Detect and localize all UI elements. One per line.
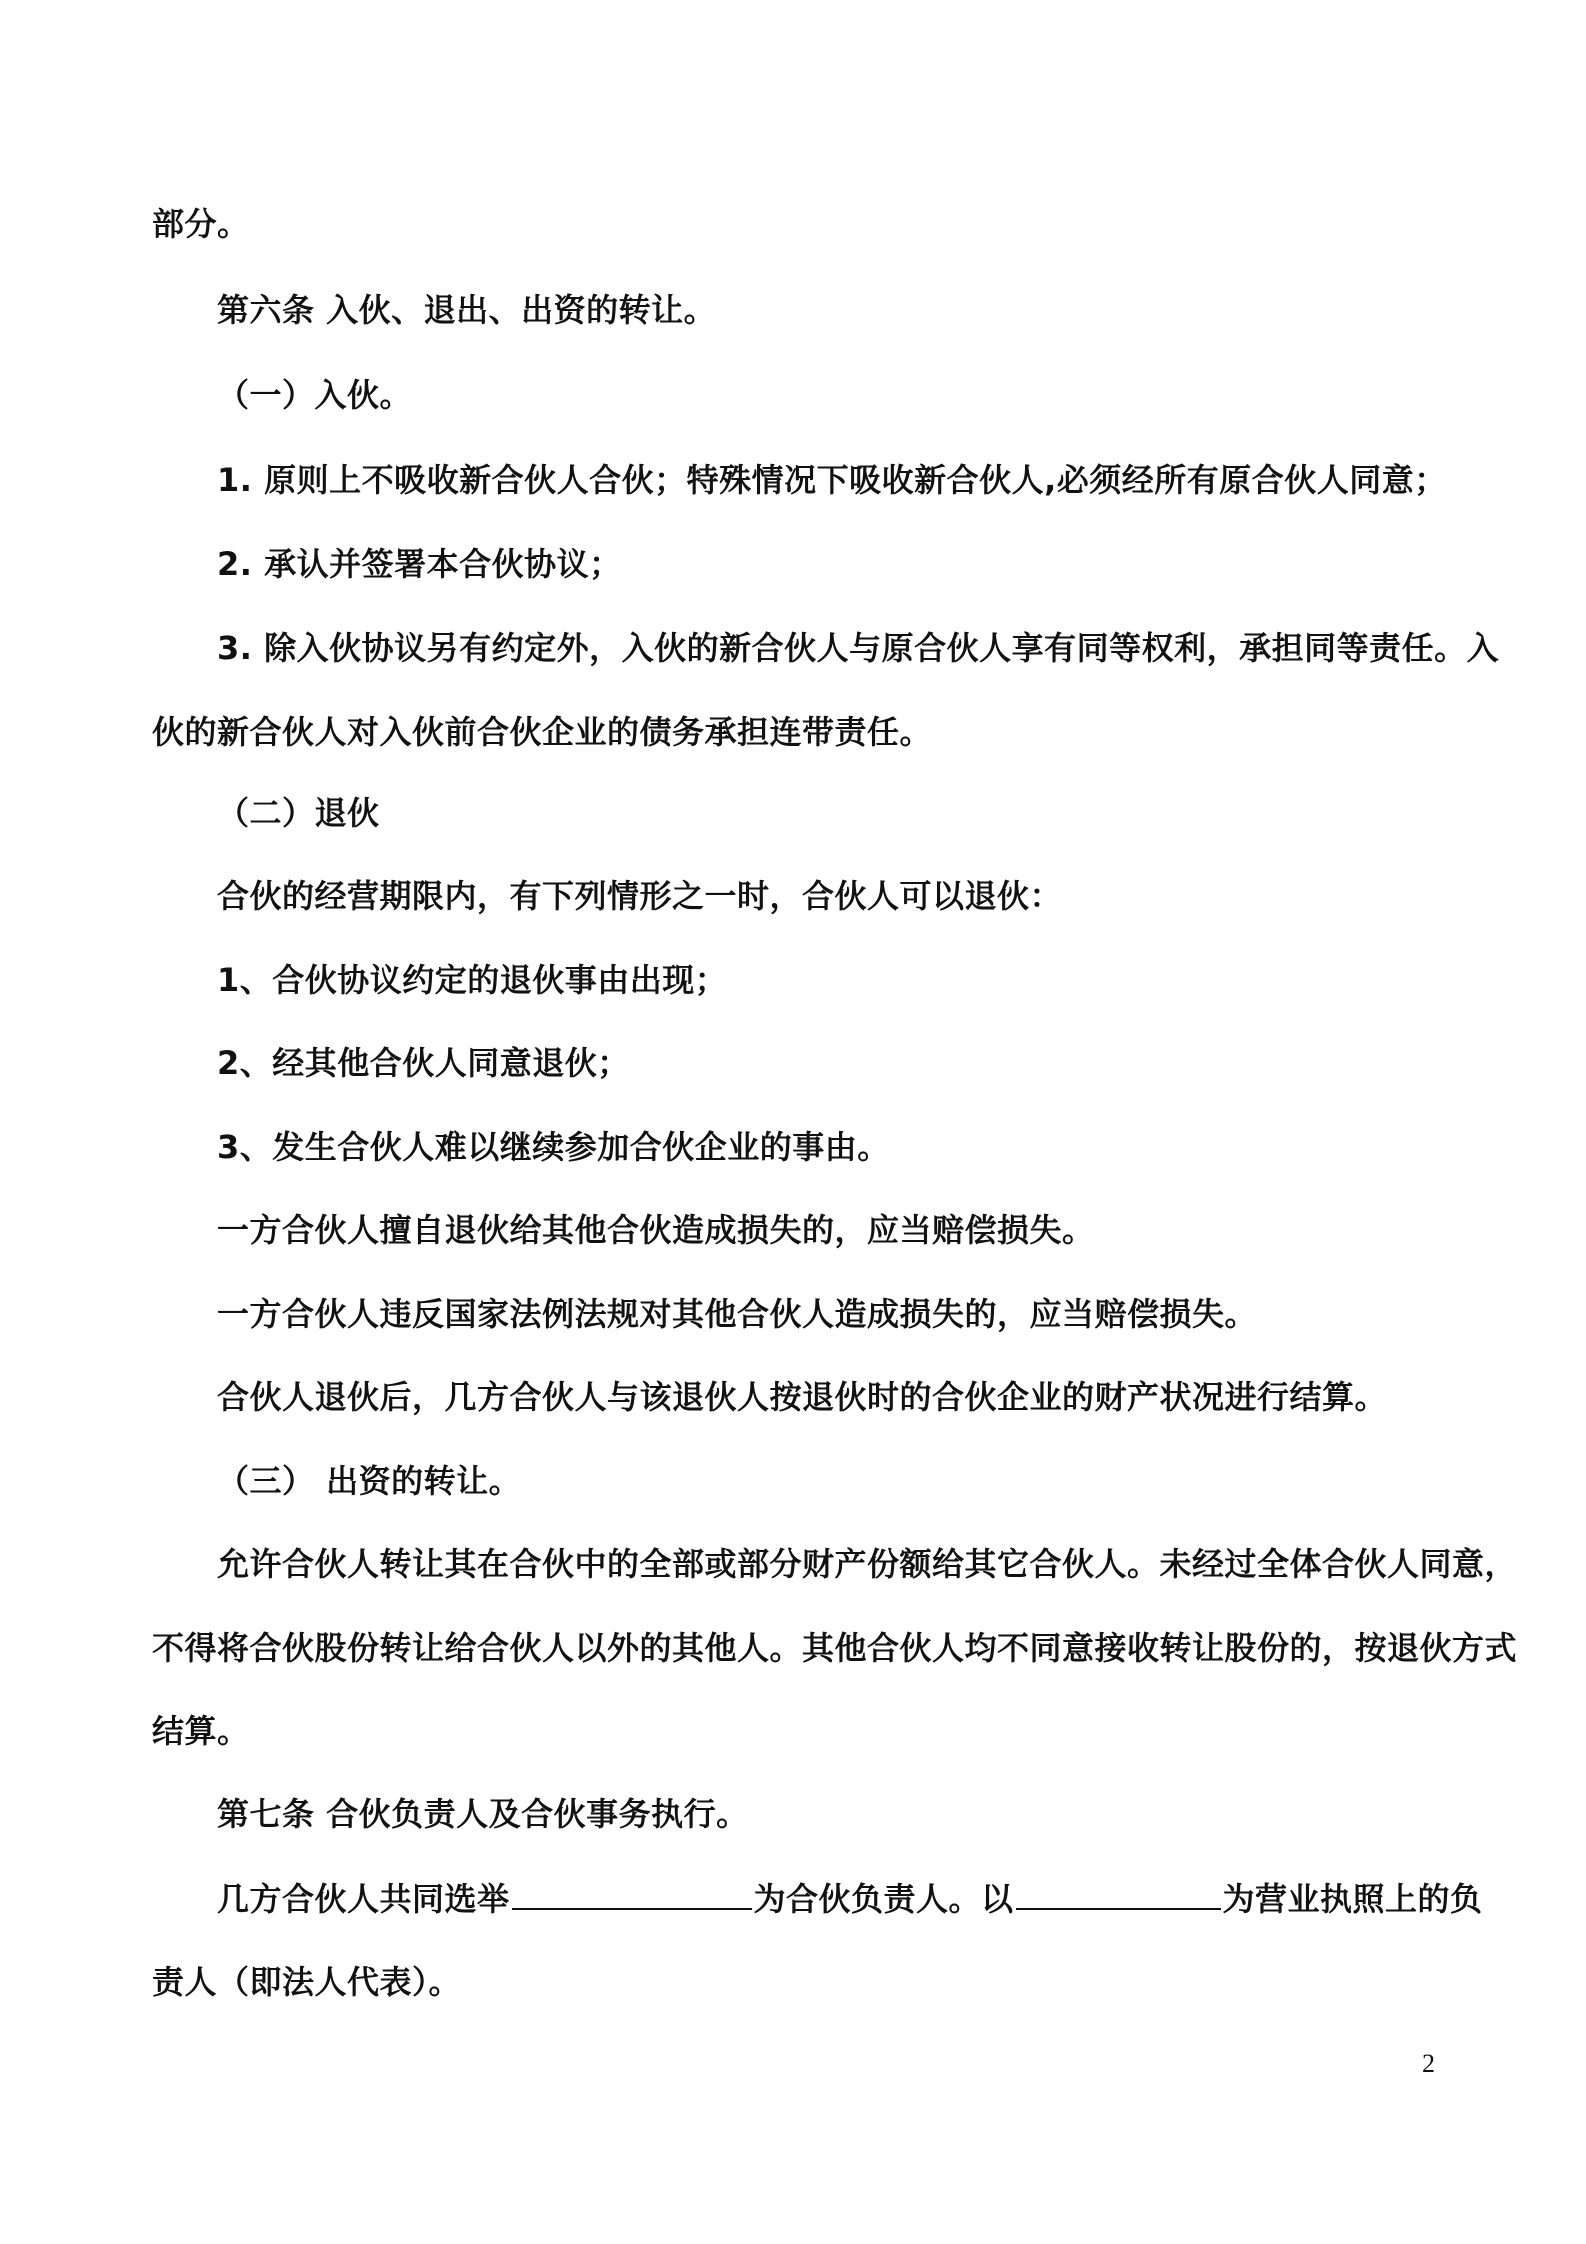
text-line: 允许合伙人转让其在合伙中的全部或部分财产份额给其它合伙人。未经过全体合伙人同意，: [217, 1545, 1518, 1583]
text-line: 一方合伙人违反国家法例法规对其他合伙人造成损失的，应当赔偿损失。: [217, 1295, 1258, 1333]
text-line: 一方合伙人擅自退伙给其他合伙造成损失的，应当赔偿损失。: [217, 1211, 1095, 1249]
page-number: 2: [1422, 2049, 1435, 2078]
blank-field-leader[interactable]: [512, 1878, 752, 1910]
text-line: 3. 除入伙协议另有约定外，入伙的新合伙人与原合伙人享有同等权利，承担同等责任。入: [217, 629, 1500, 667]
blank-field-legal-rep[interactable]: [1016, 1878, 1221, 1910]
article-heading: 第六条 入伙、退出、出资的转让。: [217, 291, 717, 329]
text-line: 责人（即法人代表）。: [152, 1963, 462, 2001]
section-heading: （二）退伙: [217, 794, 380, 832]
text-line: 不得将合伙股份转让给合伙人以外的其他人。其他合伙人均不同意接收转让股份的，按退伙方式: [152, 1629, 1518, 1667]
text-line: 2. 承认并签署本合伙协议；: [217, 545, 622, 583]
text-line: 1. 原则上不吸收新合伙人合伙；特殊情况下吸收新合伙人,必须经所有原合伙人同意；: [217, 461, 1447, 499]
text-line: 1、合伙协议约定的退伙事由出现；: [217, 961, 728, 999]
fill-text-1: 几方合伙人共同选举: [217, 1880, 510, 1918]
article-heading: 第七条 合伙负责人及合伙事务执行。: [217, 1795, 749, 1833]
section-heading: （三） 出资的转让。: [217, 1462, 522, 1500]
text-line: 伙的新合伙人对入伙前合伙企业的债务承担连带责任。: [152, 713, 933, 751]
text-line: 3、发生合伙人难以继续参加合伙企业的事由。: [217, 1128, 890, 1166]
fill-in-line: [217, 1878, 1483, 1919]
fill-text-2: 为合伙负责人。以: [753, 1880, 1014, 1918]
fill-text-3: 为营业执照上的负: [1222, 1880, 1483, 1918]
section-heading: （一）入伙。: [217, 376, 413, 414]
text-line: 合伙的经营期限内，有下列情形之一时，合伙人可以退伙：: [217, 877, 1063, 915]
text-line: 合伙人退伙后，几方合伙人与该退伙人按退伙时的合伙企业的财产状况进行结算。: [217, 1378, 1388, 1416]
text-line: 2、经其他合伙人同意退伙；: [217, 1044, 630, 1082]
text-line: 结算。: [152, 1712, 250, 1750]
text-line: 部分。: [152, 205, 250, 243]
